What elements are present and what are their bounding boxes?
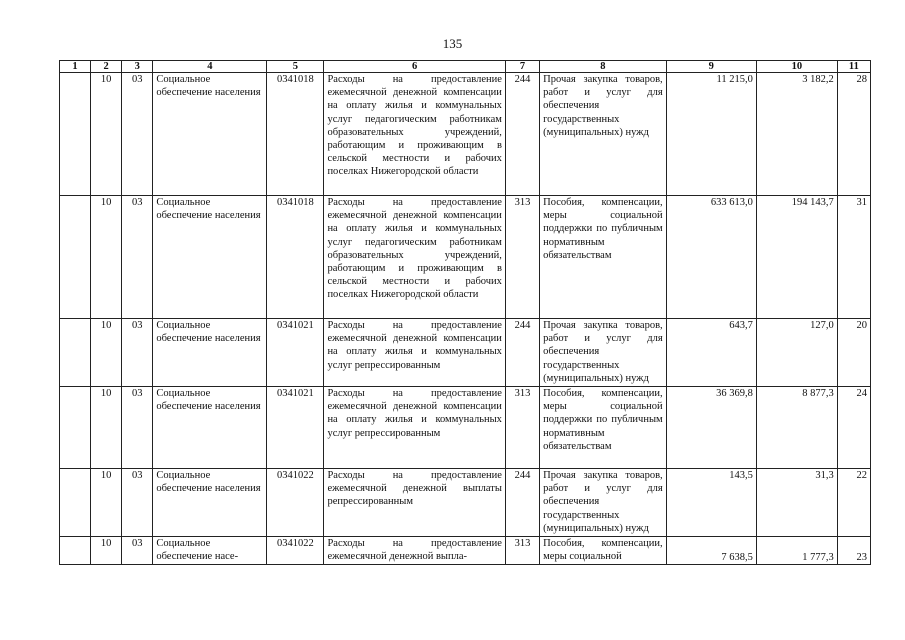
column-header: 4 xyxy=(153,61,267,73)
cell-subsection: 03 xyxy=(122,73,153,196)
cell-subsection: 03 xyxy=(122,387,153,469)
cell-amount-actual: 1 777,3 xyxy=(756,537,837,565)
cell-amount-actual: 31,3 xyxy=(756,469,837,537)
cell-section-name: Социальное обеспечение населения xyxy=(153,387,267,469)
cell-col1 xyxy=(60,73,91,196)
column-header: 6 xyxy=(324,61,505,73)
cell-target-code: 0341021 xyxy=(267,319,324,387)
cell-expense-type: Прочая закупка товаров, работ и услуг для обеспечения государственных (муниципальных) нужд xyxy=(540,319,667,387)
cell-expense-code: 244 xyxy=(505,469,539,537)
cell-col1 xyxy=(60,319,91,387)
cell-expense-code: 244 xyxy=(505,319,539,387)
cell-section: 10 xyxy=(91,469,122,537)
cell-expense-type: Пособия, компенсации, меры социальной поддержки по публичным нормативным обязательствам xyxy=(540,196,667,319)
column-header: 5 xyxy=(267,61,324,73)
cell-section-name: Социальное обеспечение населения xyxy=(153,196,267,319)
cell-amount-actual: 194 143,7 xyxy=(756,196,837,319)
cell-amount-plan: 36 369,8 xyxy=(666,387,756,469)
cell-expense-code: 313 xyxy=(505,537,539,565)
cell-col1 xyxy=(60,196,91,319)
cell-section: 10 xyxy=(91,537,122,565)
column-header: 10 xyxy=(756,61,837,73)
cell-target-code: 0341018 xyxy=(267,196,324,319)
header-row xyxy=(60,61,871,73)
cell-description: Расходы на предоставление ежемесячной денежной компенсации на оплату жилья и коммунальных услуг репрессированным xyxy=(324,387,505,469)
cell-amount-plan: 7 638,5 xyxy=(666,537,756,565)
cell-description: Расходы на предоставление ежемесячной денежной компенсации на оплату жилья и коммунальных услуг педагогическим работникам образовательных учреждений, работающим и проживающим в сельской местности и рабочих поселках Нижегородской области xyxy=(324,73,505,196)
column-header: 2 xyxy=(91,61,122,73)
cell-section: 10 xyxy=(91,196,122,319)
cell-amount-plan: 143,5 xyxy=(666,469,756,537)
table-row xyxy=(60,196,871,319)
cell-subsection: 03 xyxy=(122,469,153,537)
cell-expense-code: 244 xyxy=(505,73,539,196)
cell-col1 xyxy=(60,469,91,537)
cell-subsection: 03 xyxy=(122,537,153,565)
cell-amount-actual: 3 182,2 xyxy=(756,73,837,196)
cell-section: 10 xyxy=(91,387,122,469)
cell-expense-type: Пособия, компенсации, меры социальной поддержки по публичным нормативным обязательствам xyxy=(540,387,667,469)
cell-percent: 20 xyxy=(837,319,870,387)
cell-target-code: 0341018 xyxy=(267,73,324,196)
cell-expense-type: Прочая закупка товаров, работ и услуг для обеспечения государственных (муниципальных) нужд xyxy=(540,73,667,196)
cell-expense-code: 313 xyxy=(505,196,539,319)
column-header: 9 xyxy=(666,61,756,73)
cell-section: 10 xyxy=(91,319,122,387)
cell-section-name: Социальное обеспечение населения xyxy=(153,73,267,196)
cell-subsection: 03 xyxy=(122,196,153,319)
cell-amount-plan: 643,7 xyxy=(666,319,756,387)
column-header: 8 xyxy=(540,61,667,73)
cell-expense-code: 313 xyxy=(505,387,539,469)
table-row xyxy=(60,387,871,469)
cell-percent: 31 xyxy=(837,196,870,319)
table-row xyxy=(60,319,871,387)
cell-description: Расходы на предоставление ежемесячной денежной компенсации на оплату жилья и коммунальных услуг репрессированным xyxy=(324,319,505,387)
table-row xyxy=(60,73,871,196)
cell-target-code: 0341022 xyxy=(267,469,324,537)
cell-percent: 24 xyxy=(837,387,870,469)
budget-table xyxy=(59,60,871,565)
column-header: 1 xyxy=(60,61,91,73)
table-row xyxy=(60,469,871,537)
cell-description: Расходы на предоставление ежемесячной денежной компенсации на оплату жилья и коммунальных услуг педагогическим работникам образовательных учреждений, работающим и проживающим в сельской местности и рабочих поселках Нижегородской области xyxy=(324,196,505,319)
cell-expense-type: Прочая закупка товаров, работ и услуг для обеспечения государственных (муниципальных) нужд xyxy=(540,469,667,537)
cell-percent: 22 xyxy=(837,469,870,537)
cell-subsection: 03 xyxy=(122,319,153,387)
cell-target-code: 0341022 xyxy=(267,537,324,565)
cell-percent: 23 xyxy=(837,537,870,565)
cell-section-name: Социальное обеспечение насе- xyxy=(153,537,267,565)
cell-section-name: Социальное обеспечение населения xyxy=(153,319,267,387)
cell-percent: 28 xyxy=(837,73,870,196)
cell-amount-plan: 633 613,0 xyxy=(666,196,756,319)
cell-description: Расходы на предоставление ежемесячной денежной выплаты репрессированным xyxy=(324,469,505,537)
cell-section-name: Социальное обеспечение населения xyxy=(153,469,267,537)
cell-section: 10 xyxy=(91,73,122,196)
page-number: 135 xyxy=(442,36,463,51)
cell-col1 xyxy=(60,387,91,469)
table-row xyxy=(60,537,871,565)
column-header: 3 xyxy=(122,61,153,73)
cell-amount-actual: 127,0 xyxy=(756,319,837,387)
cell-col1 xyxy=(60,537,91,565)
cell-target-code: 0341021 xyxy=(267,387,324,469)
column-header: 7 xyxy=(505,61,539,73)
cell-expense-type: Пособия, компенсации, меры социальной xyxy=(540,537,667,565)
cell-amount-actual: 8 877,3 xyxy=(756,387,837,469)
column-header: 11 xyxy=(837,61,870,73)
cell-description: Расходы на предоставление ежемесячной денежной выпла- xyxy=(324,537,505,565)
cell-amount-plan: 11 215,0 xyxy=(666,73,756,196)
